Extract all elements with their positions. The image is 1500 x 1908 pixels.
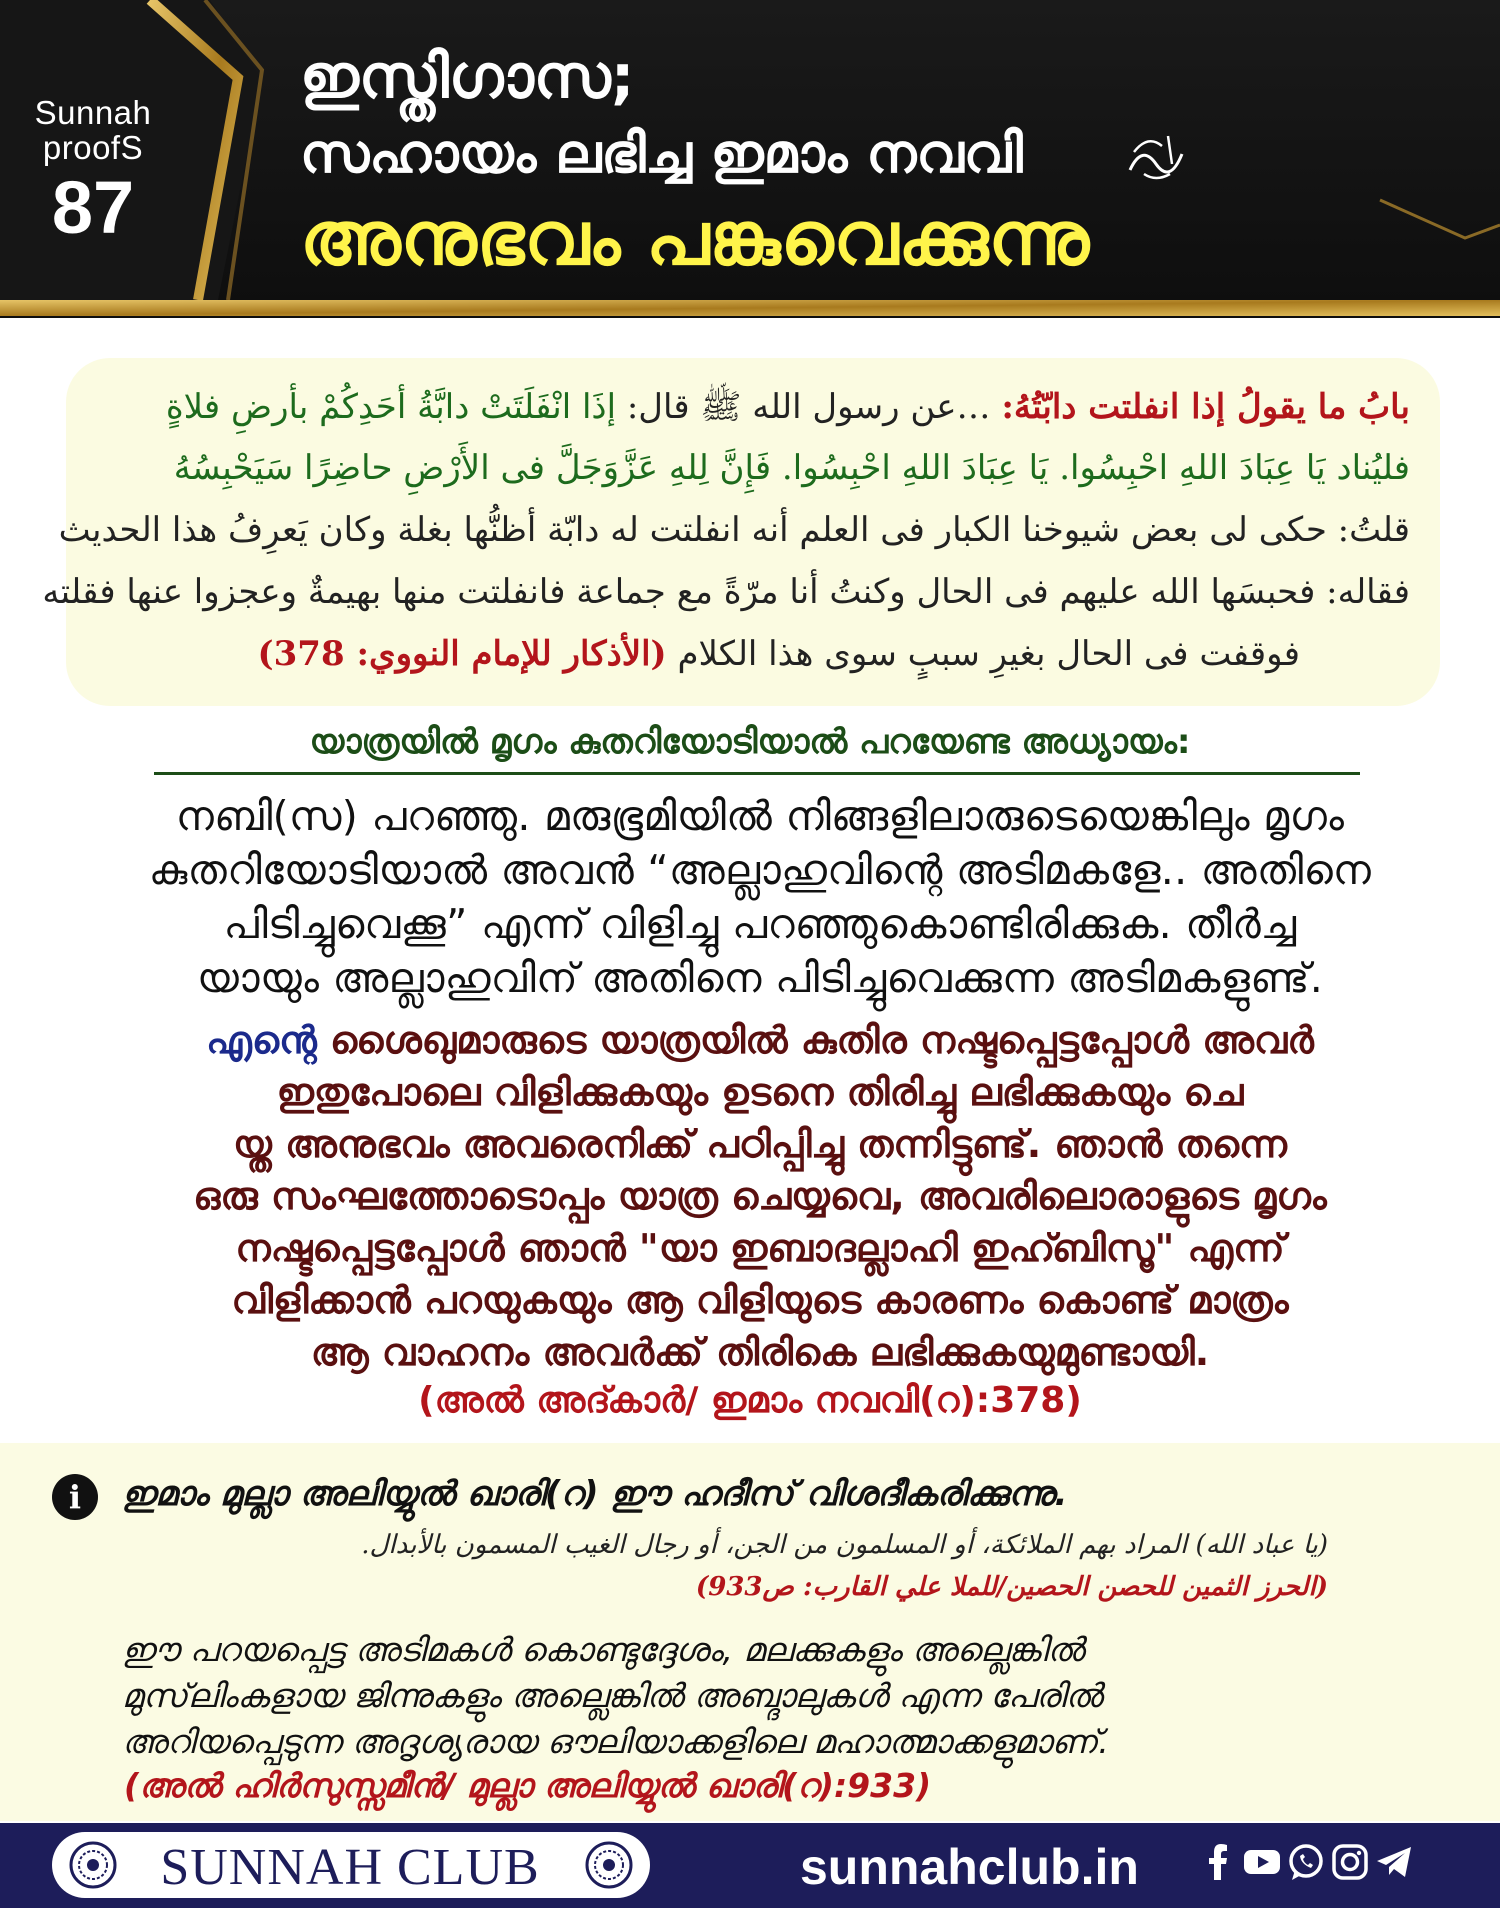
experience-line-5: നഷ്ടപ്പെട്ടപ്പോൾ ഞാൻ "യാ ഇബാദല്ലാഹി ഇഹ്ബിസൂ" എന്ന്	[235, 1226, 1285, 1270]
arabic-line-3: قلتُ: حكى لى بعض شيوخنا الكبار فى العلم أنه انفلتت له دابّة أظنُّها بغلة وكان يَعرِفُ هذا الحديث	[58, 510, 1410, 550]
arabic-line-2: فليُناد يَا عِبَادَ اللهِ احْبِسُوا. يَا عِبَادَ اللهِ احْبِسُوا. فَإِنَّ لِلهِ عَزَّوَجَلَّ فى الأَرْضِ حاضِرًا سَيَحْبِسُهُ	[173, 448, 1410, 488]
experience-line-2: ഇതുപോലെ വിളിക്കുകയും ഉടനെ തിരിച്ചു ലഭിക്കുകയും ചെ	[276, 1070, 1244, 1114]
website-link[interactable]: sunnahclub.in	[800, 1839, 1139, 1895]
arabic-reference: (الأذكار للإمام النووي: 378)	[257, 634, 667, 674]
arabic-narration: …عن رسول الله ﷺ قال:	[616, 387, 1002, 427]
brand-seal-right-icon	[584, 1840, 634, 1890]
chapter-underline	[154, 772, 1360, 775]
honorific-calligraphy-icon	[1122, 124, 1188, 190]
arabic-chapter-title: بابُ ما يقولُ إذا انفلتت دابّتُهُ:	[1001, 387, 1410, 427]
adhkar-reference: (അൽ അദ്കാർ/ ഇമാം നവവി(റ):378)	[418, 1380, 1082, 1421]
hirz-reference: (അൽ ഹിർസുസ്സമീൻ/ മുല്ലാ അലിയ്യുൽ ഖാരി(റ):933)	[124, 1766, 932, 1805]
commentary-line-3: അറിയപ്പെടുന്ന അദൃശ്യരായ ഔലിയാക്കളിലെ മഹാത്മാക്കളുമാണ്.	[122, 1722, 1109, 1761]
commentary-line-2: മുസ്‌ലിംകളായ ജിന്നുകളും അല്ലെങ്കിൽ അബ്ദാലുകൾ എന്ന പേരിൽ	[122, 1676, 1103, 1715]
arabic-line-1	[90, 386, 1410, 435]
title-line-3: അനുഭവം പങ്കുവെക്കുന്നു	[300, 196, 1090, 282]
telegram-icon[interactable]	[1374, 1842, 1414, 1882]
whatsapp-icon[interactable]	[1286, 1842, 1326, 1882]
title-line-2: സഹായം ലഭിച്ച ഇമാം നവവി	[300, 122, 1023, 185]
instagram-icon[interactable]	[1330, 1842, 1370, 1882]
series-name: Sunnah proofS	[34, 94, 152, 166]
experience-line-1-text: ശൈഖുമാരുടെ യാത്രയിൽ കുതിര നഷ്ടപ്പെട്ടപ്പോൾ അവർ	[316, 1018, 1314, 1062]
facebook-icon[interactable]	[1198, 1842, 1238, 1882]
arabic-hadith-box	[42, 358, 1440, 706]
commentary-line-1: ഈ പറയപ്പെട്ട അടിമകൾ കൊണ്ടുദ്ദേശം, മലക്കുകളും അല്ലെങ്കിൽ	[122, 1630, 1085, 1669]
arabic-line-5	[100, 634, 1300, 674]
commentary-arabic-text: (يا عباد الله) المراد بهم الملائكة، أو المسلمون من الجن، أو رجال الغيب المسمون بالأبدال.	[361, 1530, 1328, 1560]
experience-line-3: യ്ത അനുഭവം അവരെനിക്ക് പഠിപ്പിച്ചു തന്നിട്ടുണ്ട്. ഞാൻ തന്നെ	[233, 1122, 1287, 1166]
translation-line-2: കുതറിയോടിയാൽ അവൻ “അല്ലാഹുവിന്റെ അടിമകളേ.. അതിനെ	[148, 846, 1372, 894]
experience-line-4: ഒരു സംഘത്തോടൊപ്പം യാത്ര ചെയ്യവെ, അവരിലൊരാളുടെ മൃഗം	[193, 1174, 1327, 1218]
experience-line-6: വിളിക്കാൻ പറയുകയും ആ വിളിയുടെ കാരണം കൊണ്ട് മാത്രം	[231, 1278, 1289, 1322]
commentary-heading: ഇമാം മുല്ലാ അലിയ്യുൽ ഖാരി(റ) ഈ ഹദീസ് വിശദീകരിക്കുന്നു.	[122, 1474, 1068, 1514]
header-banner	[0, 0, 1500, 336]
brand-seal-left-icon	[68, 1840, 118, 1890]
brand-name: SUNNAH CLUB	[160, 1839, 540, 1896]
arabic-prophetic-quote: إذَا انْفَلَتَتْ دابَّةُ أحَدِكُمْ بأرضِ فلاةٍ	[165, 387, 617, 427]
youtube-icon[interactable]	[1242, 1842, 1282, 1882]
series-badge	[18, 94, 168, 250]
info-icon: i	[52, 1474, 98, 1520]
translation-line-4: യായും അല്ലാഹുവിന് അതിനെ പിടിച്ചുവെക്കുന്ന അടിമകളുണ്ട്.	[196, 954, 1324, 1002]
experience-line-1	[70, 1018, 1450, 1063]
commentary-arabic-reference: (الحرز الثمين للحصن الحصين/للملا علي القارب: ص933)	[695, 1572, 1328, 1602]
series-number: 87	[51, 166, 135, 250]
arabic-line-4: فقاله: فحبسَها الله عليهم فى الحال وكنتُ أنا مرّةً مع جماعة فانفلتت منها بهيمةٌ وعجزوا عنها فقلته	[42, 572, 1410, 612]
experience-line-7: ആ വാഹനം അവർക്ക് തിരികെ ലഭിക്കുകയുമുണ്ടായി.	[310, 1330, 1210, 1374]
arabic-closing-text: فوقفت فى الحال بغيرِ سببٍ سوى هذا الكلام	[666, 634, 1300, 674]
translation-line-3: പിടിച്ചുവെക്കൂ” എന്ന് വിളിച്ചു പറഞ്ഞുകൊണ്ടിരിക്കുക. തീർച്ച	[223, 900, 1297, 948]
chapter-heading: യാത്രയിൽ മൃഗം കുതറിയോടിയാൽ പറയേണ്ട അധ്യായം:	[309, 722, 1191, 762]
experience-lead-word: എന്റെ	[206, 1018, 317, 1062]
translation-line-1: നബി(സ) പറഞ്ഞു. മരുഭൂമിയിൽ നിങ്ങളിലാരുടെയെങ്കിലും മൃഗം	[175, 792, 1345, 840]
title-line-1: ഇസ്തിഗാസ;	[300, 42, 635, 112]
